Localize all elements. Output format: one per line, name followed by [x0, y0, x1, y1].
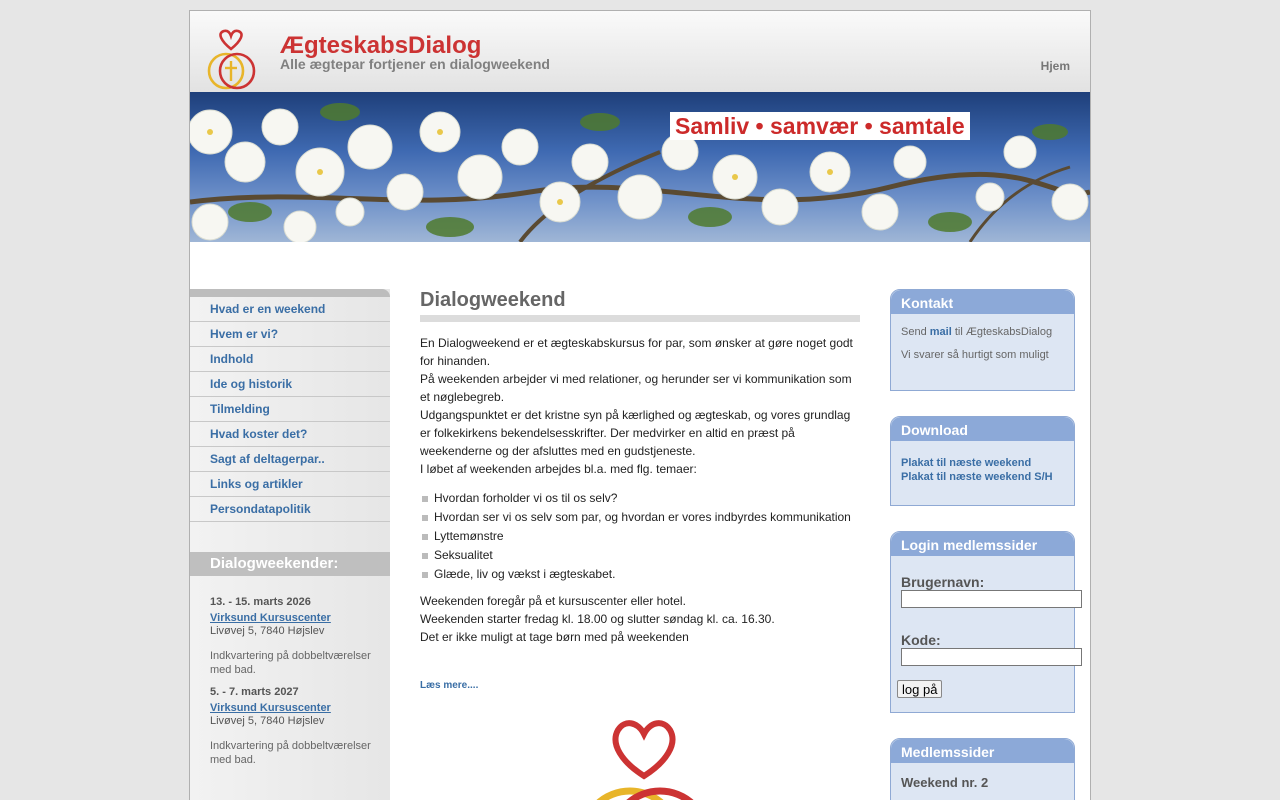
outro-paragraph: Weekenden starter fredag kl. 18.00 og slutter søndag kl. ca. 16.30. [420, 612, 775, 626]
nav-item-hvem-er-vi[interactable]: Hvem er vi? [190, 322, 390, 347]
members-subheading: Weekend nr. 2 [901, 775, 989, 790]
event-date: 5. - 7. marts 2027 [210, 686, 299, 698]
nav-top-bar [190, 289, 390, 297]
download-poster-bw-link[interactable]: Plakat til næste weekend S/H [901, 471, 1053, 483]
password-input[interactable] [901, 648, 1082, 666]
download-heading: Download [891, 417, 1074, 441]
event-venue-link[interactable]: Virksund Kursuscenter [210, 702, 331, 714]
site-title[interactable]: ÆgteskabsDialog [280, 32, 482, 59]
home-link[interactable]: Hjem [1040, 59, 1070, 73]
login-box [890, 531, 1075, 713]
topic-item: Hvordan forholder vi os til os selv? [420, 489, 860, 508]
nav-item-ide-og-historik[interactable]: Ide og historik [190, 372, 390, 397]
intro-paragraph: En Dialogweekend er et ægteskabskursus for par, som ønsker at gøre noget godt for hinanden. [420, 336, 853, 368]
contact-box [890, 289, 1075, 391]
login-button[interactable]: log på [897, 680, 942, 698]
page-title: Dialogweekend [420, 289, 860, 322]
intro-paragraph: I løbet af weekenden arbejdes bl.a. med flg. temaer: [420, 462, 697, 476]
nav-item-sagt-af-deltagerpar[interactable]: Sagt af deltagerpar.. [190, 447, 390, 472]
page-wrapper [189, 10, 1091, 800]
main-navigation [190, 297, 390, 522]
dialog-weekends-list [190, 576, 390, 767]
download-poster-link[interactable]: Plakat til næste weekend [901, 457, 1032, 469]
nav-item-tilmelding[interactable]: Tilmelding [190, 397, 390, 422]
dialog-weekends-heading: Dialogweekender: [190, 552, 390, 576]
username-label: Brugernavn: [901, 574, 985, 590]
large-logo [570, 714, 720, 800]
intro-paragraph: På weekenden arbejder vi med relationer, og herunder ser vi kommunikation som et nøglebegreb. [420, 372, 852, 404]
event-address: Livøvej 5, 7840 Højslev [210, 715, 325, 727]
topics-list [420, 489, 860, 584]
members-box [890, 738, 1075, 800]
contact-send-prefix: Send [901, 326, 927, 338]
site-header [190, 11, 1090, 92]
main-content [420, 289, 860, 691]
topic-item: Hvordan ser vi os selv som par, og hvordan er vores indbyrdes kommunikation [420, 508, 860, 527]
site-logo[interactable] [204, 29, 258, 91]
nav-item-hvad-er-en-weekend[interactable]: Hvad er en weekend [190, 297, 390, 322]
nav-item-persondatapolitik[interactable]: Persondatapolitik [190, 497, 390, 522]
download-box [890, 416, 1075, 506]
left-sidebar [190, 289, 390, 800]
banner-image [190, 92, 1090, 242]
intro-paragraph: Udgangspunktet er det kristne syn på kærlighed og ægteskab, og vores grundlag er folkekirkens bekendelsesskrifter. Der medvirker en altid en præst på weekenderne og der afsluttes med en gudstjeneste. [420, 408, 851, 458]
contact-heading: Kontakt [891, 290, 1074, 314]
event-item [210, 686, 372, 767]
event-venue-link[interactable]: Virksund Kursuscenter [210, 612, 331, 624]
members-heading: Medlemssider [891, 739, 1074, 763]
event-address: Livøvej 5, 7840 Højslev [210, 625, 325, 637]
nav-item-indhold[interactable]: Indhold [190, 347, 390, 372]
nav-item-links-og-artikler[interactable]: Links og artikler [190, 472, 390, 497]
site-tagline: Alle ægtepar fortjener en dialogweekend [280, 56, 550, 72]
login-heading: Login medlemssider [891, 532, 1074, 556]
contact-send-line [901, 326, 1064, 338]
event-item [210, 596, 372, 677]
nav-item-hvad-koster-det[interactable]: Hvad koster det? [190, 422, 390, 447]
topic-item: Lyttemønstre [420, 527, 860, 546]
username-input[interactable] [901, 590, 1082, 608]
event-note: Indkvartering på dobbeltværelser med bad. [210, 740, 371, 766]
topic-item: Glæde, liv og vækst i ægteskabet. [420, 565, 860, 584]
read-more-link[interactable]: Læs mere.... [420, 680, 479, 691]
contact-reply-note: Vi svarer så hurtigt som muligt [901, 349, 1049, 361]
outro-paragraph: Weekenden foregår på et kursuscenter eller hotel. [420, 594, 686, 608]
event-note: Indkvartering på dobbeltværelser med bad. [210, 650, 371, 676]
outro-paragraph: Det er ikke muligt at tage børn med på weekenden [420, 630, 689, 644]
banner-slogan: Samliv • samvær • samtale [670, 112, 970, 140]
topic-item: Seksualitet [420, 546, 860, 565]
mail-link[interactable]: mail [929, 326, 952, 338]
contact-send-suffix: til ÆgteskabsDialog [954, 326, 1053, 338]
event-date: 13. - 15. marts 2026 [210, 596, 311, 608]
password-label: Kode: [901, 632, 941, 648]
